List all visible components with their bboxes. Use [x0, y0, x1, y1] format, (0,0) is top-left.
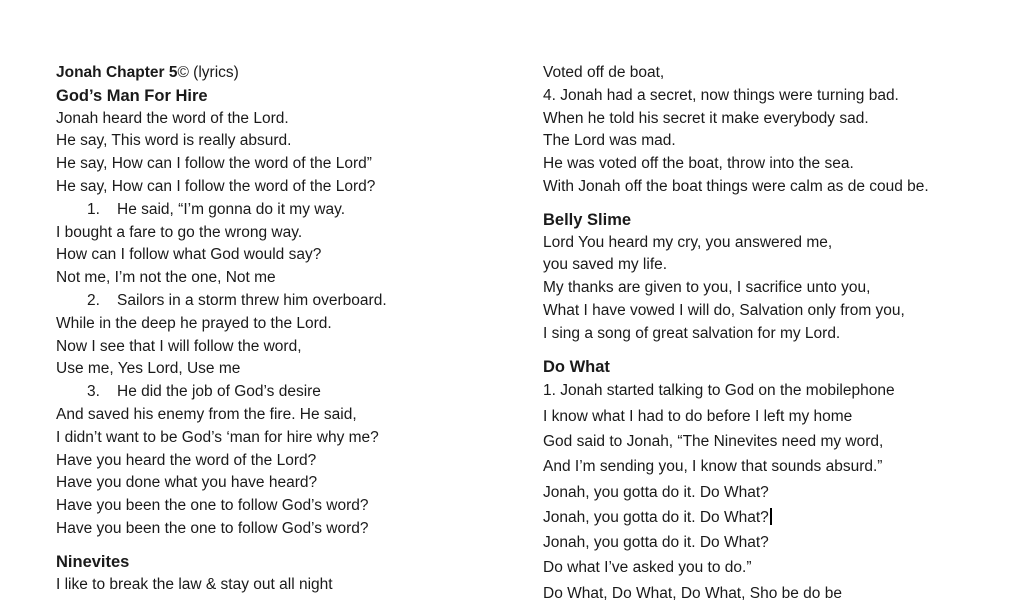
- lyrics-gods-man-for-hire: [56, 108, 516, 541]
- lyric-line: 1. Jonah started talking to God on the mobilephone: [543, 382, 895, 400]
- lyric-line: Do what I’ve asked you to do.”: [543, 559, 752, 577]
- lyric-line: My thanks are given to you, I sacrifice unto you,: [543, 279, 871, 297]
- verse-number: 2.: [87, 291, 100, 309]
- lyrics-belly-slime: [543, 232, 1013, 346]
- lyric-line: Do What, Do What, Do What, Sho be do be: [543, 584, 842, 602]
- lyric-line: [56, 381, 516, 404]
- lyric-line: I didn’t want to be God’s ‘man for hire why me?: [56, 428, 379, 446]
- lyric-line: I like to break the law & stay out all night: [56, 575, 333, 593]
- section-title-do-what: Do What: [543, 357, 610, 376]
- lyric-line: Have you been the one to follow God’s word?: [56, 519, 369, 537]
- left-column: [56, 62, 516, 596]
- lyric-line: And saved his enemy from the fire. He said,: [56, 405, 357, 423]
- lyric-line: Jonah, you gotta do it. Do What?: [543, 505, 1013, 530]
- lyric-line: While in the deep he prayed to the Lord.: [56, 314, 332, 332]
- lyric-line: [56, 199, 516, 222]
- lyrics-do-what: [543, 378, 1013, 606]
- lyric-text: Sailors in a storm threw him overboard.: [117, 291, 387, 309]
- lyric-line: He say, How can I follow the word of the Lord”: [56, 155, 372, 173]
- lyric-line: Jonah, you gotta do it. Do What?: [543, 483, 769, 501]
- lyric-line: Now I see that I will follow the word,: [56, 337, 302, 355]
- lyric-text: He did the job of God’s desire: [117, 383, 321, 401]
- lyric-line: 4. Jonah had a secret, now things were turning bad.: [543, 86, 899, 104]
- lyric-text: He said, “I’m gonna do it my way.: [117, 200, 345, 218]
- lyric-line: And I’m sending you, I know that sounds absurd.”: [543, 458, 883, 476]
- lyric-line: God said to Jonah, “The Ninevites need my word,: [543, 432, 884, 450]
- lyric-line: Lord You heard my cry, you answered me,: [543, 233, 833, 251]
- lyric-line: Use me, Yes Lord, Use me: [56, 360, 241, 378]
- right-column: [543, 62, 1013, 606]
- document-title-suffix: © (lyrics): [177, 64, 239, 81]
- lyric-line: Have you done what you have heard?: [56, 474, 318, 492]
- lyric-line: The Lord was mad.: [543, 132, 676, 150]
- section-title-belly-slime: Belly Slime: [543, 210, 632, 229]
- lyric-line: What I have vowed I will do, Salvation only from you,: [543, 301, 905, 319]
- lyric-line: [56, 290, 516, 313]
- lyric-line: I know what I had to do before I left my home: [543, 407, 853, 425]
- lyric-line: He was voted off the boat, throw into the sea.: [543, 155, 854, 173]
- verse-number: 3.: [87, 383, 100, 401]
- lyric-line: Jonah heard the word of the Lord.: [56, 109, 289, 127]
- lyric-line: When he told his secret it make everybody sad.: [543, 109, 869, 127]
- lyric-line: Have you been the one to follow God’s word?: [56, 497, 369, 515]
- song-heading: [56, 62, 516, 85]
- lyric-line: I bought a fare to go the wrong way.: [56, 223, 303, 241]
- text-cursor: [770, 508, 772, 525]
- lyric-line: He say, How can I follow the word of the Lord?: [56, 177, 376, 195]
- lyric-line: Voted off de boat,: [543, 64, 665, 81]
- lyric-line: He say, This word is really absurd.: [56, 132, 292, 150]
- section-title-gods-man-for-hire: God’s Man For Hire: [56, 86, 208, 105]
- lyrics-continuation: [543, 62, 1013, 199]
- verse-number: 1.: [87, 200, 100, 218]
- document-title: Jonah Chapter 5: [56, 64, 178, 81]
- lyric-line: With Jonah off the boat things were calm as de coud be.: [543, 177, 929, 195]
- section-title-ninevites: Ninevites: [56, 552, 130, 571]
- lyrics-ninevites: [56, 574, 516, 597]
- lyric-line: How can I follow what God would say?: [56, 246, 322, 264]
- lyric-line: Not me, I’m not the one, Not me: [56, 269, 276, 287]
- lyric-line: Have you heard the word of the Lord?: [56, 451, 317, 469]
- lyric-line: Jonah, you gotta do it. Do What?: [543, 534, 769, 552]
- lyric-line: I sing a song of great salvation for my Lord.: [543, 324, 841, 342]
- lyric-line: you saved my life.: [543, 256, 668, 274]
